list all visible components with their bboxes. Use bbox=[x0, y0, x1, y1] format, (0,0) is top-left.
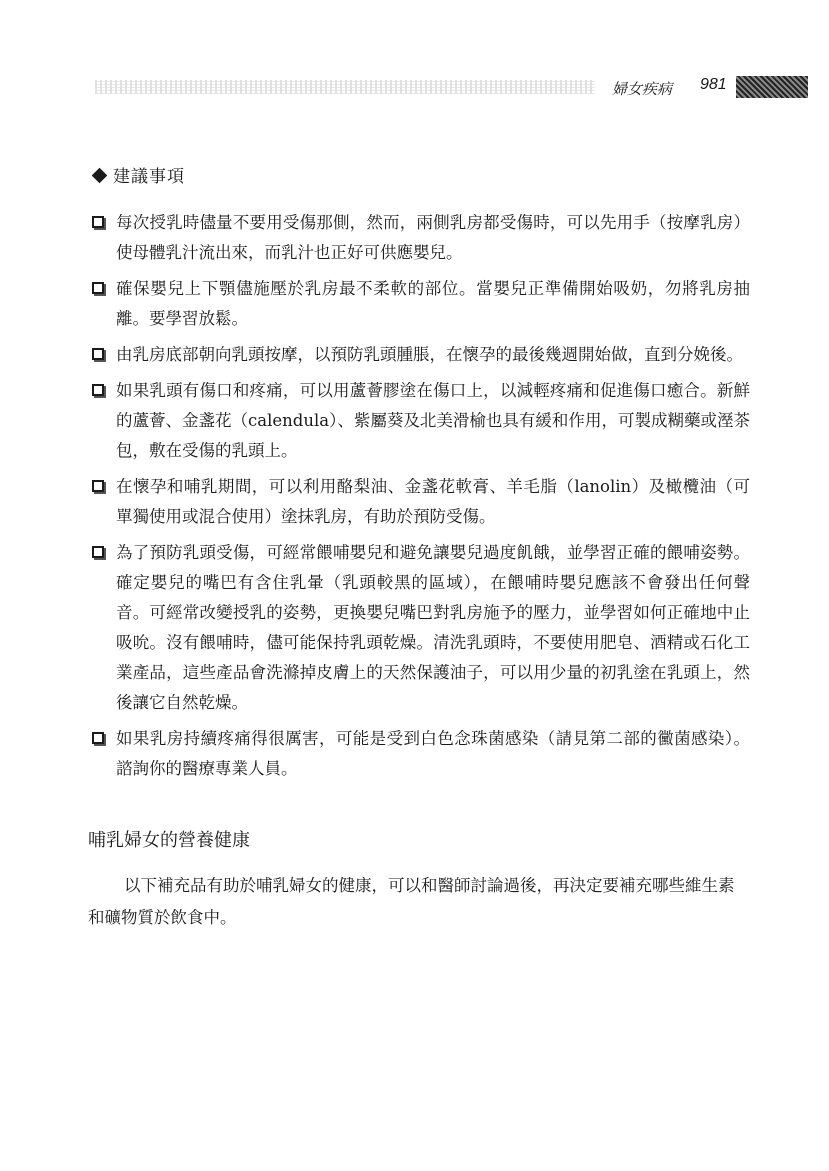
list-item-text: 在懷孕和哺乳期間，可以利用酪梨油、金盞花軟膏、羊毛脂（lanolin）及橄欖油（可單獨使用或混合使用）塗抹乳房，有助於預防受傷。 bbox=[116, 477, 750, 526]
nutrition-heading: 哺乳婦女的營養健康 bbox=[88, 830, 250, 851]
header-decorative-bar bbox=[736, 76, 808, 98]
checkbox-bullet-icon bbox=[92, 282, 104, 294]
list-item-text: 確保嬰兒上下顎儘施壓於乳房最不柔軟的部位。當嬰兒正準備開始吸奶，勿將乳房抽離。要學習放鬆。 bbox=[116, 279, 750, 328]
list-item-text: 為了預防乳頭受傷，可經常餵哺嬰兒和避免讓嬰兒過度飢餓，並學習正確的餵哺姿勢。確定嬰兒的嘴巴有含住乳暈（乳頭較黑的區域），在餵哺時嬰兒應該不會發出任何聲音。可經常改變授乳的姿勢，更換嬰兒嘴巴對乳房施予的壓力，並學習如何正確地中止吸吮。沒有餵哺時，儘可能保持乳頭乾燥。清洗乳頭時，不要使用肥皂、酒精或石化工業產品，這些產品會洗滌掉皮膚上的天然保護油子，可以用少量的初乳塗在乳頭上，然後讓它自然乾燥。 bbox=[116, 543, 750, 712]
page-header bbox=[0, 70, 829, 106]
page-number: 981 bbox=[700, 76, 727, 93]
list-item-text: 如果乳房持續疼痛得很厲害，可能是受到白色念珠菌感染（請見第二部的黴菌感染）。諮詢你的醫療專業人員。 bbox=[116, 729, 750, 778]
recommendations-list bbox=[90, 208, 750, 790]
list-item bbox=[90, 376, 750, 466]
recommendations-heading-text: 建議事項 bbox=[113, 167, 185, 187]
list-item-text: 由乳房底部朝向乳頭按摩，以預防乳頭腫脹，在懷孕的最後幾週開始做，直到分娩後。 bbox=[116, 345, 743, 364]
list-item-text: 每次授乳時儘量不要用受傷那側，然而，兩側乳房都受傷時，可以先用手（按摩乳房）使母體乳汁流出來，而乳汁也正好可供應嬰兒。 bbox=[116, 213, 750, 262]
checkbox-bullet-icon bbox=[92, 732, 104, 744]
checkbox-bullet-icon bbox=[92, 216, 104, 228]
nutrition-paragraph: 以下補充品有助於哺乳婦女的健康，可以和醫師討論過後，再決定要補充哪些維生素和礦物質於飲食中。 bbox=[88, 876, 735, 927]
checkbox-bullet-icon bbox=[92, 384, 104, 396]
list-item bbox=[90, 340, 750, 370]
header-scan-noise bbox=[95, 80, 595, 94]
list-item bbox=[90, 538, 750, 718]
list-item-text: 如果乳頭有傷口和疼痛，可以用蘆薈膠塗在傷口上，以減輕疼痛和促進傷口癒合。新鮮的蘆薈、金盞花（calendula）、紫屬葵及北美滑榆也具有緩和作用，可製成糊藥或溼茶包，敷在受傷的乳頭上。 bbox=[116, 381, 750, 460]
checkbox-bullet-icon bbox=[92, 546, 104, 558]
checkbox-bullet-icon bbox=[92, 480, 104, 492]
running-header-section: 婦女疾病 bbox=[612, 80, 673, 98]
list-item bbox=[90, 274, 750, 334]
list-item bbox=[90, 208, 750, 268]
list-item bbox=[90, 472, 750, 532]
recommendations-heading bbox=[92, 162, 185, 187]
list-item bbox=[90, 724, 750, 784]
diamond-bullet-icon bbox=[92, 168, 108, 184]
checkbox-bullet-icon bbox=[92, 348, 104, 360]
